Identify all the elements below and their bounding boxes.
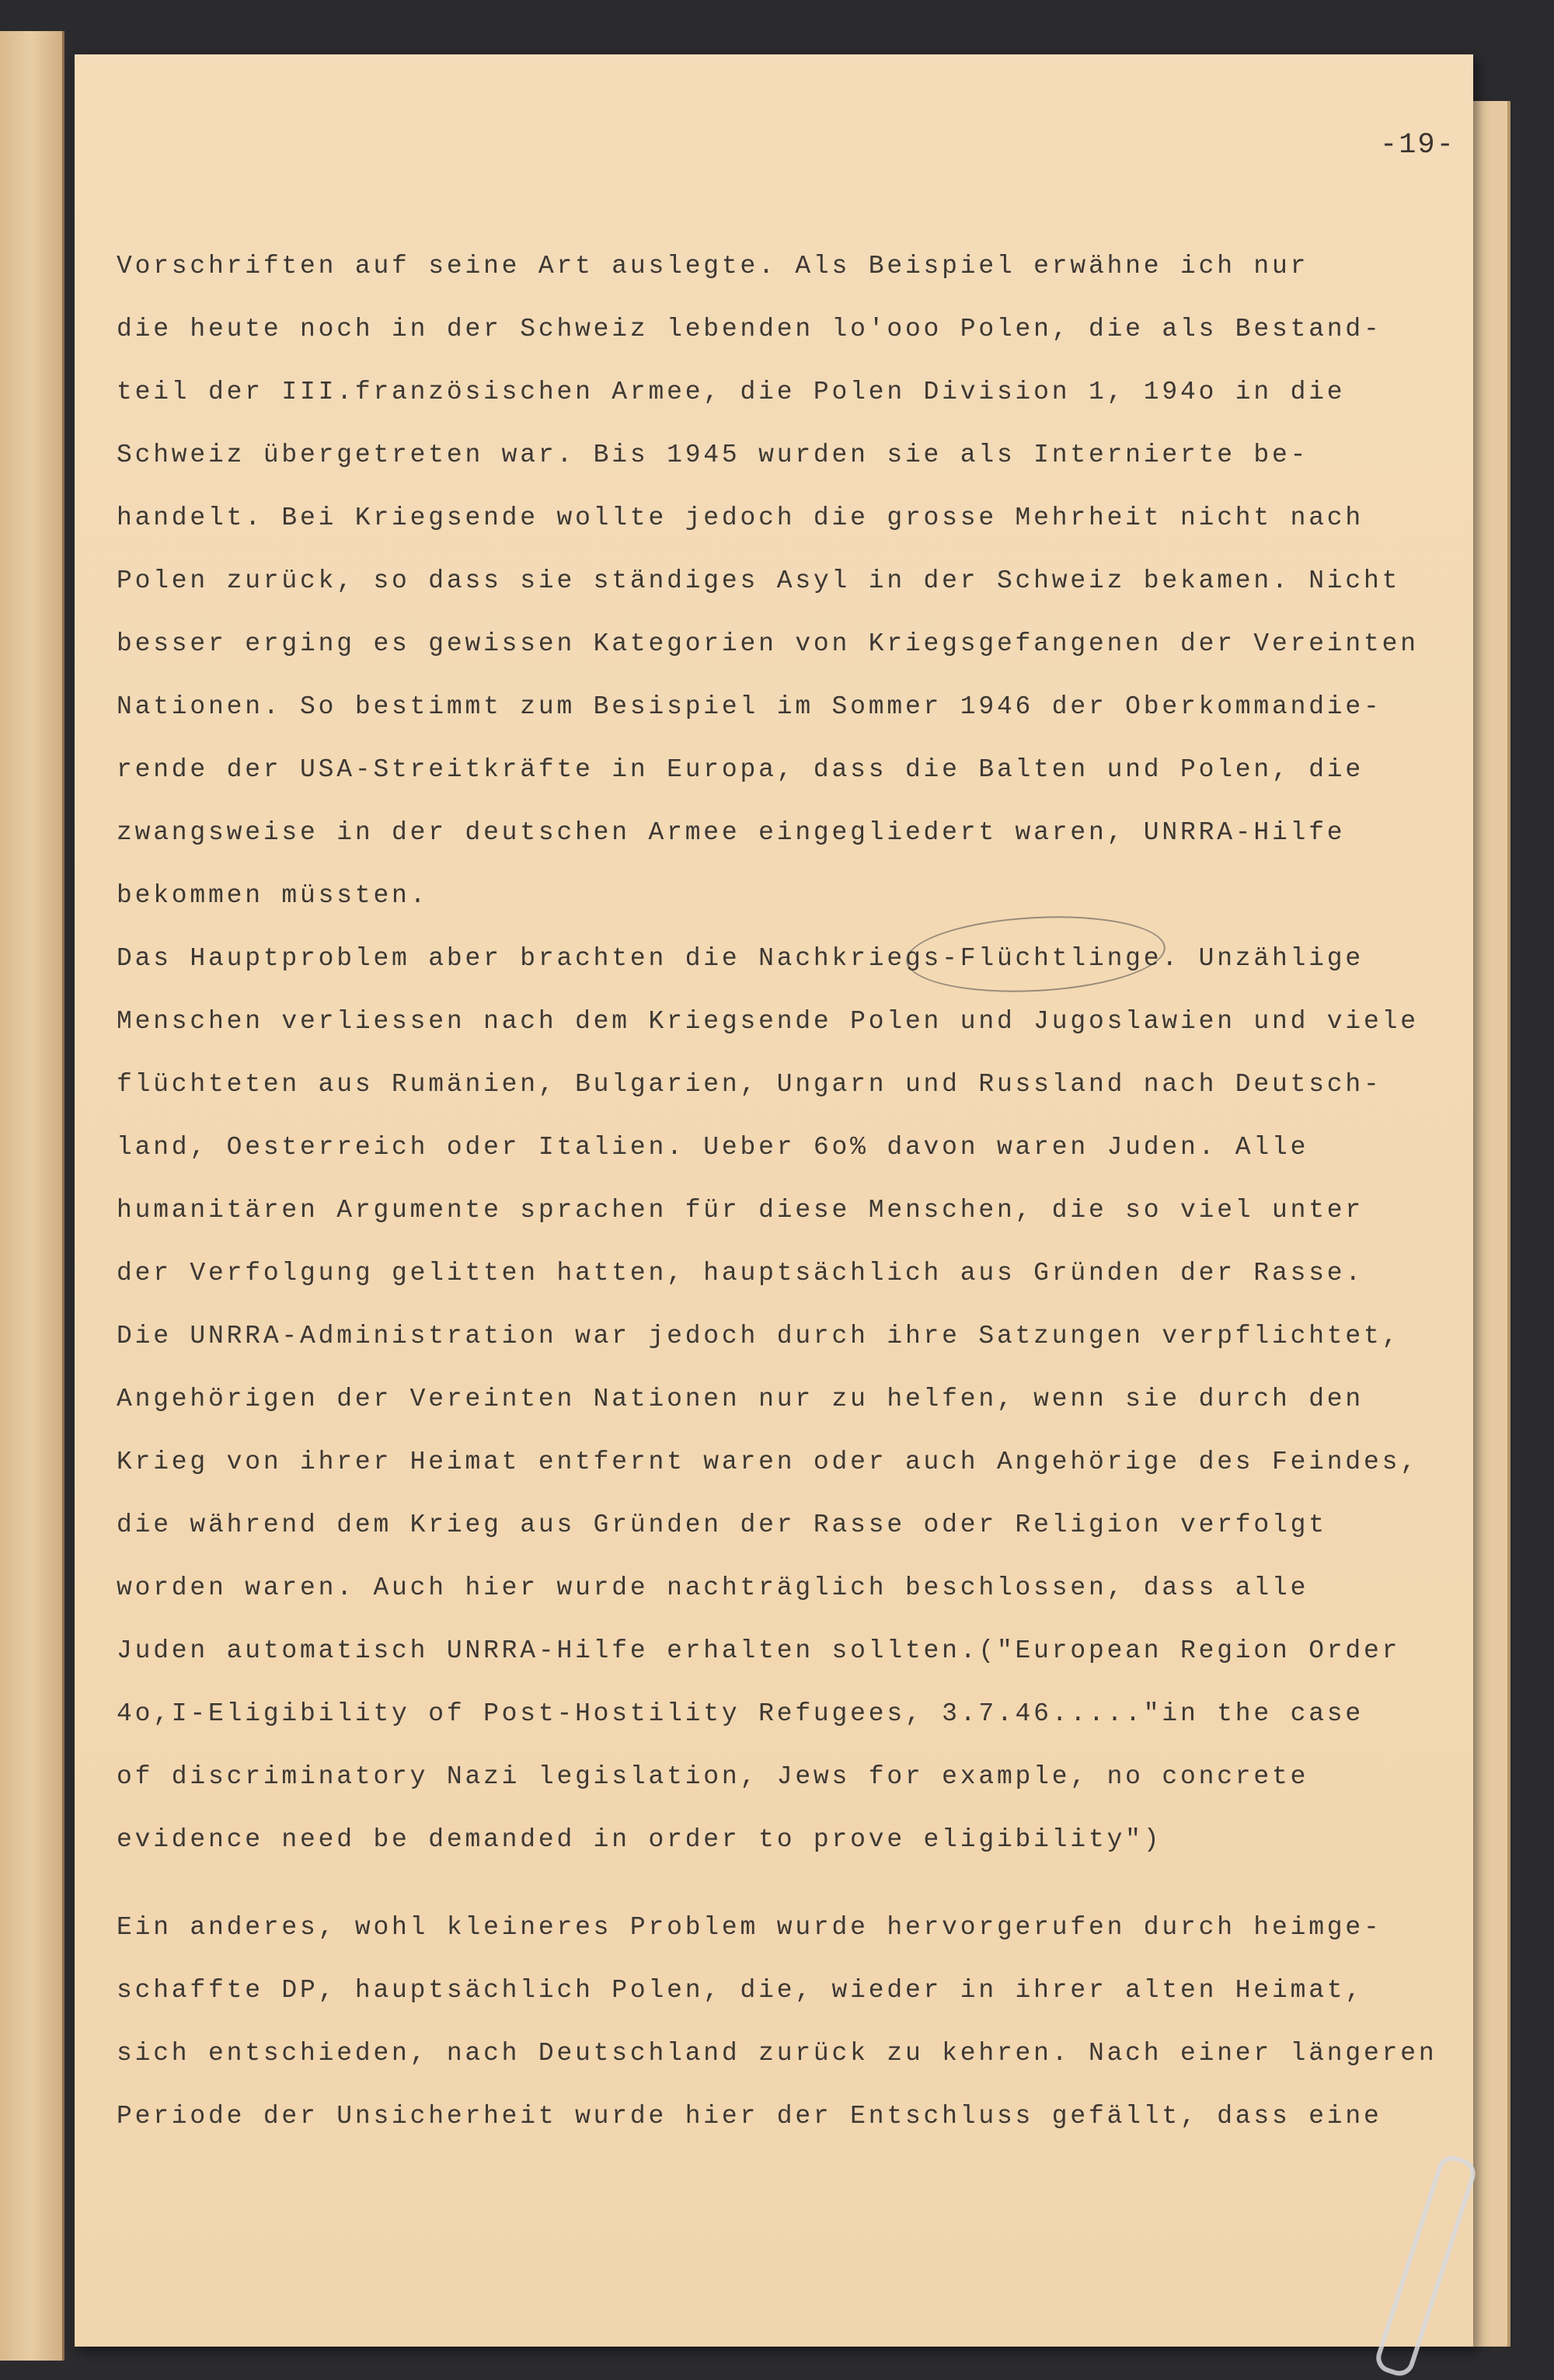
text-line: of discriminatory Nazi legislation, Jews for example, no concrete <box>117 1762 1309 1791</box>
text-line: bekommen müssten. <box>117 881 429 910</box>
text-line: land, Oesterreich oder Italien. Ueber 6o% davon waren Juden. Alle <box>117 1133 1309 1162</box>
text-line: Die UNRRA-Administration war jedoch durch ihre Satzungen verpflichtet, <box>117 1322 1401 1350</box>
text-line: der Verfolgung gelitten hatten, hauptsächlich aus Gründen der Rasse. <box>117 1259 1364 1288</box>
paragraph <box>117 1896 1453 2148</box>
text-line: sich entschieden, nach Deutschland zurück zu kehren. Nach einer längeren <box>117 2039 1437 2068</box>
text-line: worden waren. Auch hier wurde nachträglich beschlossen, dass alle <box>117 1573 1309 1602</box>
text-line: humanitären Argumente sprachen für diese Menschen, die so viel unter <box>117 1196 1364 1225</box>
typewritten-text <box>117 235 1453 2148</box>
text-line: Schweiz übergetreten war. Bis 1945 wurden sie als Internierte be- <box>117 441 1309 469</box>
text-line: Juden automatisch UNRRA-Hilfe erhalten sollten.("European Region Order <box>117 1636 1401 1665</box>
text-line: Angehörigen der Vereinten Nationen nur zu helfen, wenn sie durch den <box>117 1385 1364 1413</box>
text-line: zwangsweise in der deutschen Armee eingegliedert waren, UNRRA-Hilfe <box>117 818 1346 847</box>
text-line: Ein anderes, wohl kleineres Problem wurde hervorgerufen durch heimge- <box>117 1913 1382 1942</box>
paragraph <box>117 235 1453 927</box>
text-line: besser erging es gewissen Kategorien von Kriegsgefangenen der Vereinten <box>117 629 1419 658</box>
document-page <box>75 54 1473 2347</box>
text-line: Menschen verliessen nach dem Kriegsende Polen und Jugoslawien und viele <box>117 1007 1419 1036</box>
text-line: schaffte DP, hauptsächlich Polen, die, wieder in ihrer alten Heimat, <box>117 1976 1364 2005</box>
text-line: Krieg von ihrer Heimat entfernt waren oder auch Angehörige des Feindes, <box>117 1448 1419 1476</box>
text-line: Das Hauptproblem aber brachten die Nachkriegs-Flüchtlinge. Unzählige <box>117 944 1364 973</box>
text-line: Polen zurück, so dass sie ständiges Asyl in der Schweiz bekamen. Nicht <box>117 566 1401 595</box>
text-line: Vorschriften auf seine Art auslegte. Als Beispiel erwähne ich nur <box>117 252 1309 281</box>
text-line: handelt. Bei Kriegsende wollte jedoch die grosse Mehrheit nicht nach <box>117 504 1364 532</box>
text-line: flüchteten aus Rumänien, Bulgarien, Ungarn und Russland nach Deutsch- <box>117 1070 1382 1099</box>
text-line: die heute noch in der Schweiz lebenden lo'ooo Polen, die als Bestand- <box>117 315 1382 343</box>
text-line: rende der USA-Streitkräfte in Europa, dass die Balten und Polen, die <box>117 755 1364 784</box>
adjacent-page-edge <box>0 31 64 2361</box>
text-line: Nationen. So bestimmt zum Besispiel im Sommer 1946 der Oberkommandie- <box>117 692 1382 721</box>
text-line: die während dem Krieg aus Gründen der Rasse oder Religion verfolgt <box>117 1511 1327 1539</box>
text-line: 4o,I-Eligibility of Post-Hostility Refugees, 3.7.46....."in the case <box>117 1699 1364 1728</box>
text-line: evidence need be demanded in order to prove eligibility") <box>117 1825 1162 1854</box>
paragraph <box>117 927 1453 1871</box>
text-line: teil der III.französischen Armee, die Polen Division 1, 194o in die <box>117 378 1346 406</box>
page-number: -19- <box>1380 129 1455 162</box>
text-line: Periode der Unsicherheit wurde hier der Entschluss gefällt, dass eine <box>117 2102 1382 2131</box>
